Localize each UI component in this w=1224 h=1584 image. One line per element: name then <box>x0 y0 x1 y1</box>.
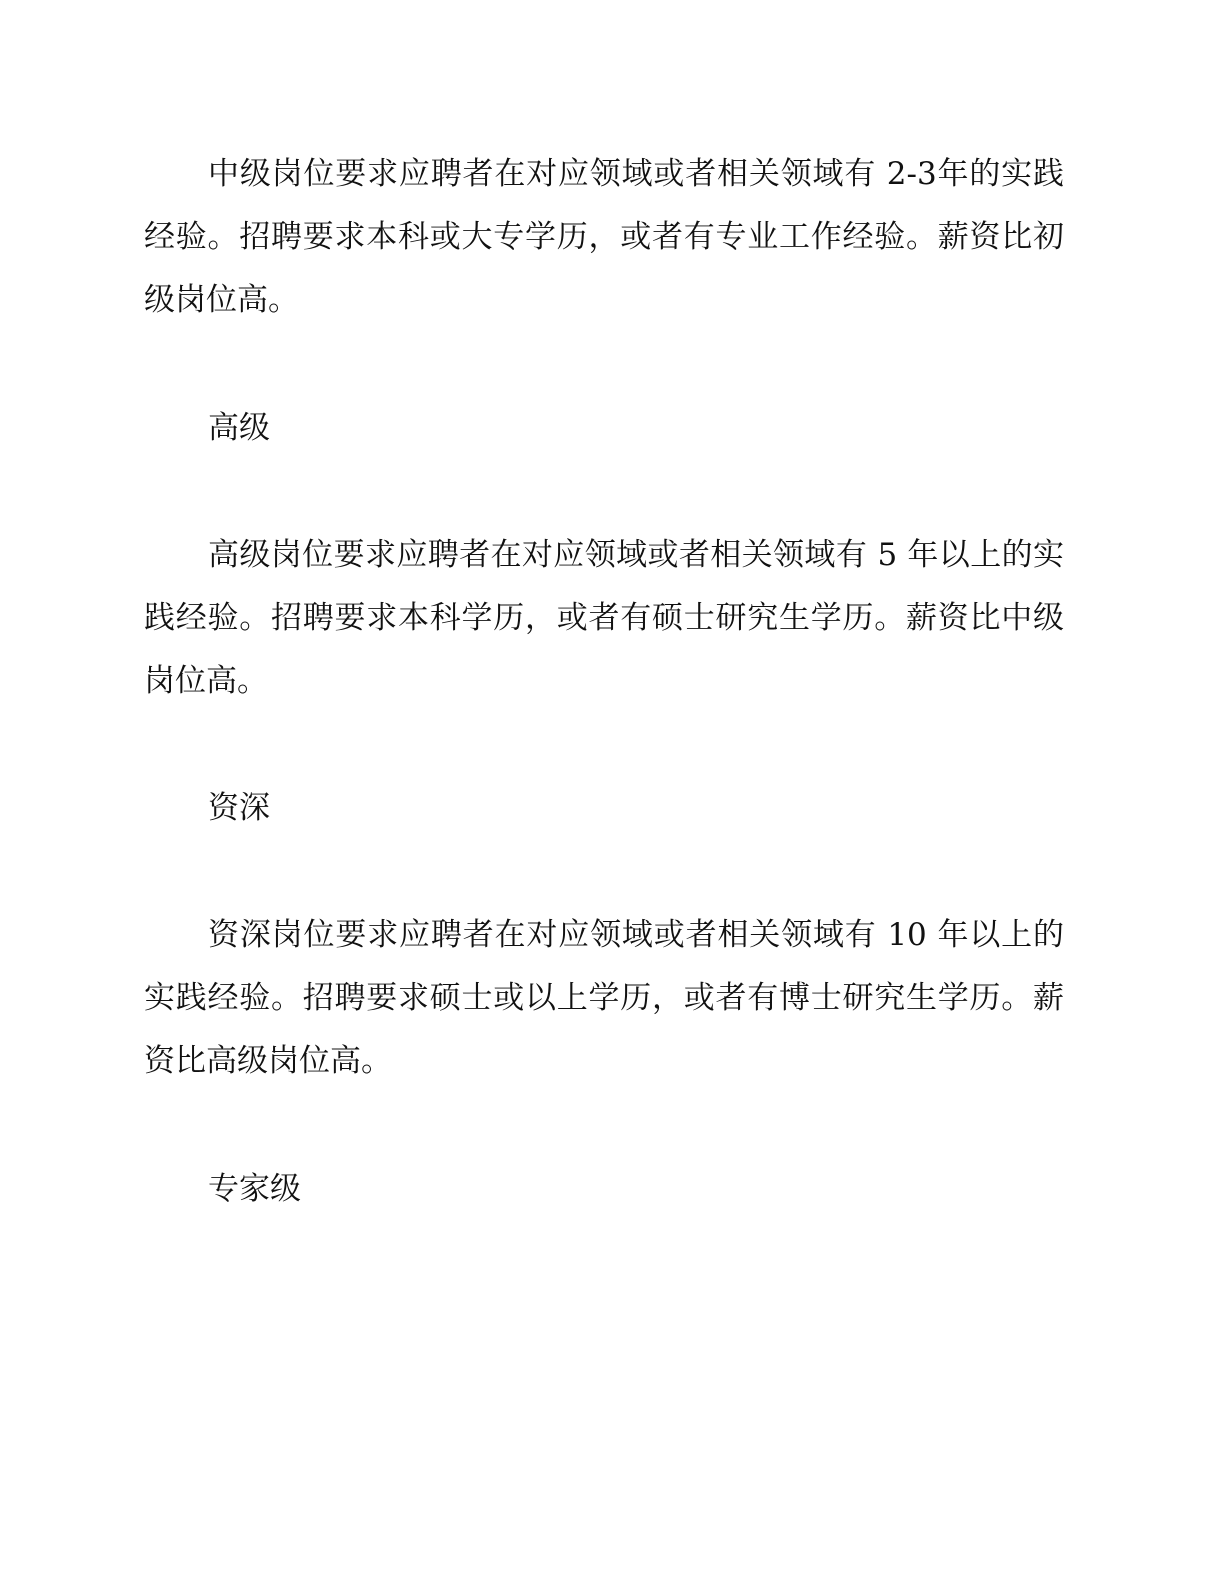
intermediate-level-paragraph: 中级岗位要求应聘者在对应领域或者相关领域有 2-3年的实践经验。招聘要求本科或大专学历，或者有专业工作经验。薪资比初级岗位高。 <box>144 156 1064 318</box>
expert-level-heading: 专家级 <box>208 1171 301 1207</box>
principal-level-heading: 资深 <box>208 790 270 826</box>
senior-level-paragraph: 高级岗位要求应聘者在对应领域或者相关领域有 5 年以上的实践经验。招聘要求本科学历，或者有硕士研究生学历。薪资比中级岗位高。 <box>144 537 1064 699</box>
principal-level-paragraph: 资深岗位要求应聘者在对应领域或者相关领域有 10 年以上的实践经验。招聘要求硕士或以上学历，或者有博士研究生学历。薪资比高级岗位高。 <box>144 917 1064 1079</box>
senior-level-heading: 高级 <box>208 410 270 446</box>
